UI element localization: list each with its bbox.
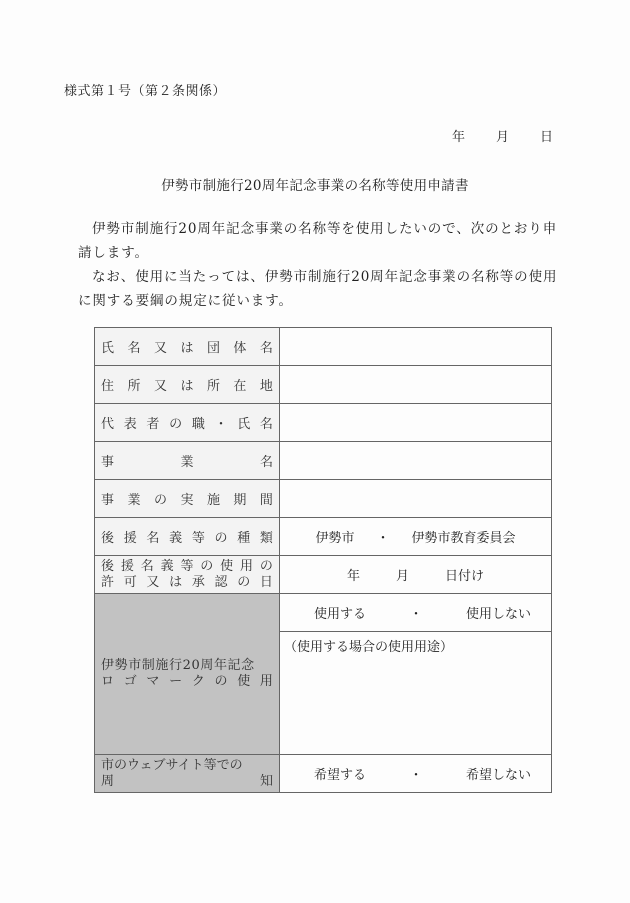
body-line-1: 伊勢市制施行20周年記念事業の名称等を使用したいので、次のとおり申 bbox=[92, 221, 558, 237]
label-char: 代 bbox=[101, 417, 115, 432]
label-char: 種 bbox=[237, 531, 251, 546]
label-char: 許 bbox=[101, 574, 115, 590]
field-logo-purpose[interactable] bbox=[280, 632, 552, 755]
label-char: の bbox=[214, 531, 228, 546]
field-address[interactable] bbox=[280, 366, 552, 404]
label-char: ゴ bbox=[123, 674, 137, 689]
label-char: は bbox=[180, 379, 194, 394]
label-char: 名 bbox=[259, 341, 273, 356]
option-board-of-education[interactable]: 伊勢市教育委員会 bbox=[411, 531, 516, 546]
label-char: 氏 bbox=[101, 341, 115, 356]
label-char: 住 bbox=[101, 379, 115, 394]
label-char: 後 bbox=[101, 558, 115, 574]
row-sponsor-type bbox=[95, 518, 552, 556]
label-char: の bbox=[200, 558, 214, 574]
label-char: 実 bbox=[180, 493, 194, 508]
approval-year: 年 bbox=[346, 569, 360, 584]
body-line-2: 請します。 bbox=[78, 245, 149, 261]
label-char: 周 bbox=[101, 773, 115, 789]
label-char: 又 bbox=[153, 379, 167, 394]
label-char: 援 bbox=[120, 558, 134, 574]
label-char: 名 bbox=[127, 341, 141, 356]
label-approval-date bbox=[95, 556, 280, 594]
label-char: 名 bbox=[259, 455, 273, 470]
label-char: 等 bbox=[191, 531, 205, 546]
field-project-period[interactable] bbox=[280, 480, 552, 518]
logo-label-line1: 伊勢市制施行20周年記念 bbox=[101, 658, 255, 673]
label-char: 名 bbox=[259, 417, 273, 432]
label-address bbox=[95, 366, 280, 404]
field-website-notice[interactable] bbox=[280, 755, 552, 793]
label-char: 業 bbox=[180, 455, 194, 470]
separator: ・ bbox=[409, 607, 423, 622]
application-table bbox=[94, 327, 552, 793]
label-char: 体 bbox=[233, 341, 247, 356]
label-char: 使 bbox=[237, 674, 251, 689]
label-char: ー bbox=[169, 674, 183, 689]
date-month: 月 bbox=[496, 130, 510, 145]
label-char: 類 bbox=[259, 531, 273, 546]
label-char: 所 bbox=[206, 379, 220, 394]
label-char: 承 bbox=[191, 574, 205, 590]
label-char: の bbox=[237, 574, 251, 590]
option-ise-city[interactable]: 伊勢市 bbox=[315, 531, 355, 546]
row-project-name bbox=[95, 442, 552, 480]
separator: ・ bbox=[409, 768, 423, 783]
label-char: 等 bbox=[180, 558, 194, 574]
label-char: 後 bbox=[101, 531, 115, 546]
label-char: は bbox=[169, 574, 183, 590]
label-char: 日 bbox=[259, 574, 273, 590]
label-char: 地 bbox=[259, 379, 273, 394]
option-use[interactable]: 使用する bbox=[314, 607, 367, 622]
label-char: の bbox=[169, 417, 183, 432]
option-not-use[interactable]: 使用しない bbox=[465, 607, 531, 622]
label-char: 認 bbox=[214, 574, 228, 590]
field-logo-use[interactable] bbox=[280, 594, 552, 632]
row-representative bbox=[95, 404, 552, 442]
label-char: 知 bbox=[259, 773, 273, 789]
form-number: 様式第１号（第２条関係） bbox=[64, 84, 227, 99]
row-address bbox=[95, 366, 552, 404]
row-website-notice bbox=[95, 755, 552, 793]
website-label-line1: 市のウェブサイト等での bbox=[101, 757, 243, 773]
label-char: 職 bbox=[191, 417, 205, 432]
date-day: 日 bbox=[540, 130, 554, 145]
document-title: 伊勢市制施行20周年記念事業の名称等使用申請書 bbox=[161, 178, 469, 194]
row-logo-use bbox=[95, 594, 552, 632]
label-project-period bbox=[95, 480, 280, 518]
row-project-period bbox=[95, 480, 552, 518]
label-char: 業 bbox=[127, 493, 141, 508]
label-char: 用 bbox=[240, 558, 254, 574]
label-char: の bbox=[214, 674, 228, 689]
label-char: 所 bbox=[127, 379, 141, 394]
field-approval-date[interactable] bbox=[280, 556, 552, 594]
label-project-name bbox=[95, 442, 280, 480]
body-line-3: なお、使用に当たっては、伊勢市制施行20周年記念事業の名称等の使用 bbox=[92, 269, 558, 285]
label-char: ・ bbox=[214, 417, 228, 432]
label-char: は bbox=[180, 341, 194, 356]
row-name bbox=[95, 328, 552, 366]
label-char: の bbox=[259, 558, 273, 574]
label-char: 名 bbox=[140, 558, 154, 574]
date-year: 年 bbox=[452, 130, 466, 145]
label-char: 又 bbox=[153, 341, 167, 356]
label-char: 間 bbox=[259, 493, 273, 508]
label-char: 事 bbox=[101, 455, 115, 470]
label-char: 事 bbox=[101, 493, 115, 508]
label-char: 又 bbox=[146, 574, 160, 590]
label-char: 施 bbox=[206, 493, 220, 508]
label-char: の bbox=[153, 493, 167, 508]
label-website-notice bbox=[95, 755, 280, 793]
field-sponsor-type[interactable] bbox=[280, 518, 552, 556]
label-char: 団 bbox=[206, 341, 220, 356]
label-char: 期 bbox=[233, 493, 247, 508]
label-char: マ bbox=[146, 674, 160, 689]
label-char: 義 bbox=[160, 558, 174, 574]
approval-month: 月 bbox=[395, 569, 409, 584]
label-char: 用 bbox=[259, 674, 273, 689]
label-representative bbox=[95, 404, 280, 442]
option-not-wish[interactable]: 希望しない bbox=[465, 768, 531, 783]
approval-day: 日付け bbox=[445, 569, 485, 584]
label-logo-use bbox=[95, 594, 280, 755]
option-wish[interactable]: 希望する bbox=[314, 768, 367, 783]
label-char: 可 bbox=[123, 574, 137, 590]
label-char: 者 bbox=[146, 417, 160, 432]
field-project-name[interactable] bbox=[280, 442, 552, 480]
label-char: 名 bbox=[146, 531, 160, 546]
label-name bbox=[95, 328, 280, 366]
label-char: ク bbox=[191, 674, 205, 689]
label-char: 使 bbox=[220, 558, 234, 574]
label-char: ロ bbox=[101, 674, 115, 689]
body-line-4: に関する要綱の規定に従います。 bbox=[78, 293, 293, 309]
label-sponsor-type bbox=[95, 518, 280, 556]
field-representative[interactable] bbox=[280, 404, 552, 442]
label-char: 表 bbox=[123, 417, 137, 432]
row-approval-date bbox=[95, 556, 552, 594]
label-char: 援 bbox=[123, 531, 137, 546]
label-char: 義 bbox=[169, 531, 183, 546]
purpose-label: （使用する場合の使用用途） bbox=[284, 640, 454, 655]
field-name[interactable] bbox=[280, 328, 552, 366]
label-char: 在 bbox=[233, 379, 247, 394]
separator: ・ bbox=[376, 531, 390, 546]
label-char: 氏 bbox=[237, 417, 251, 432]
